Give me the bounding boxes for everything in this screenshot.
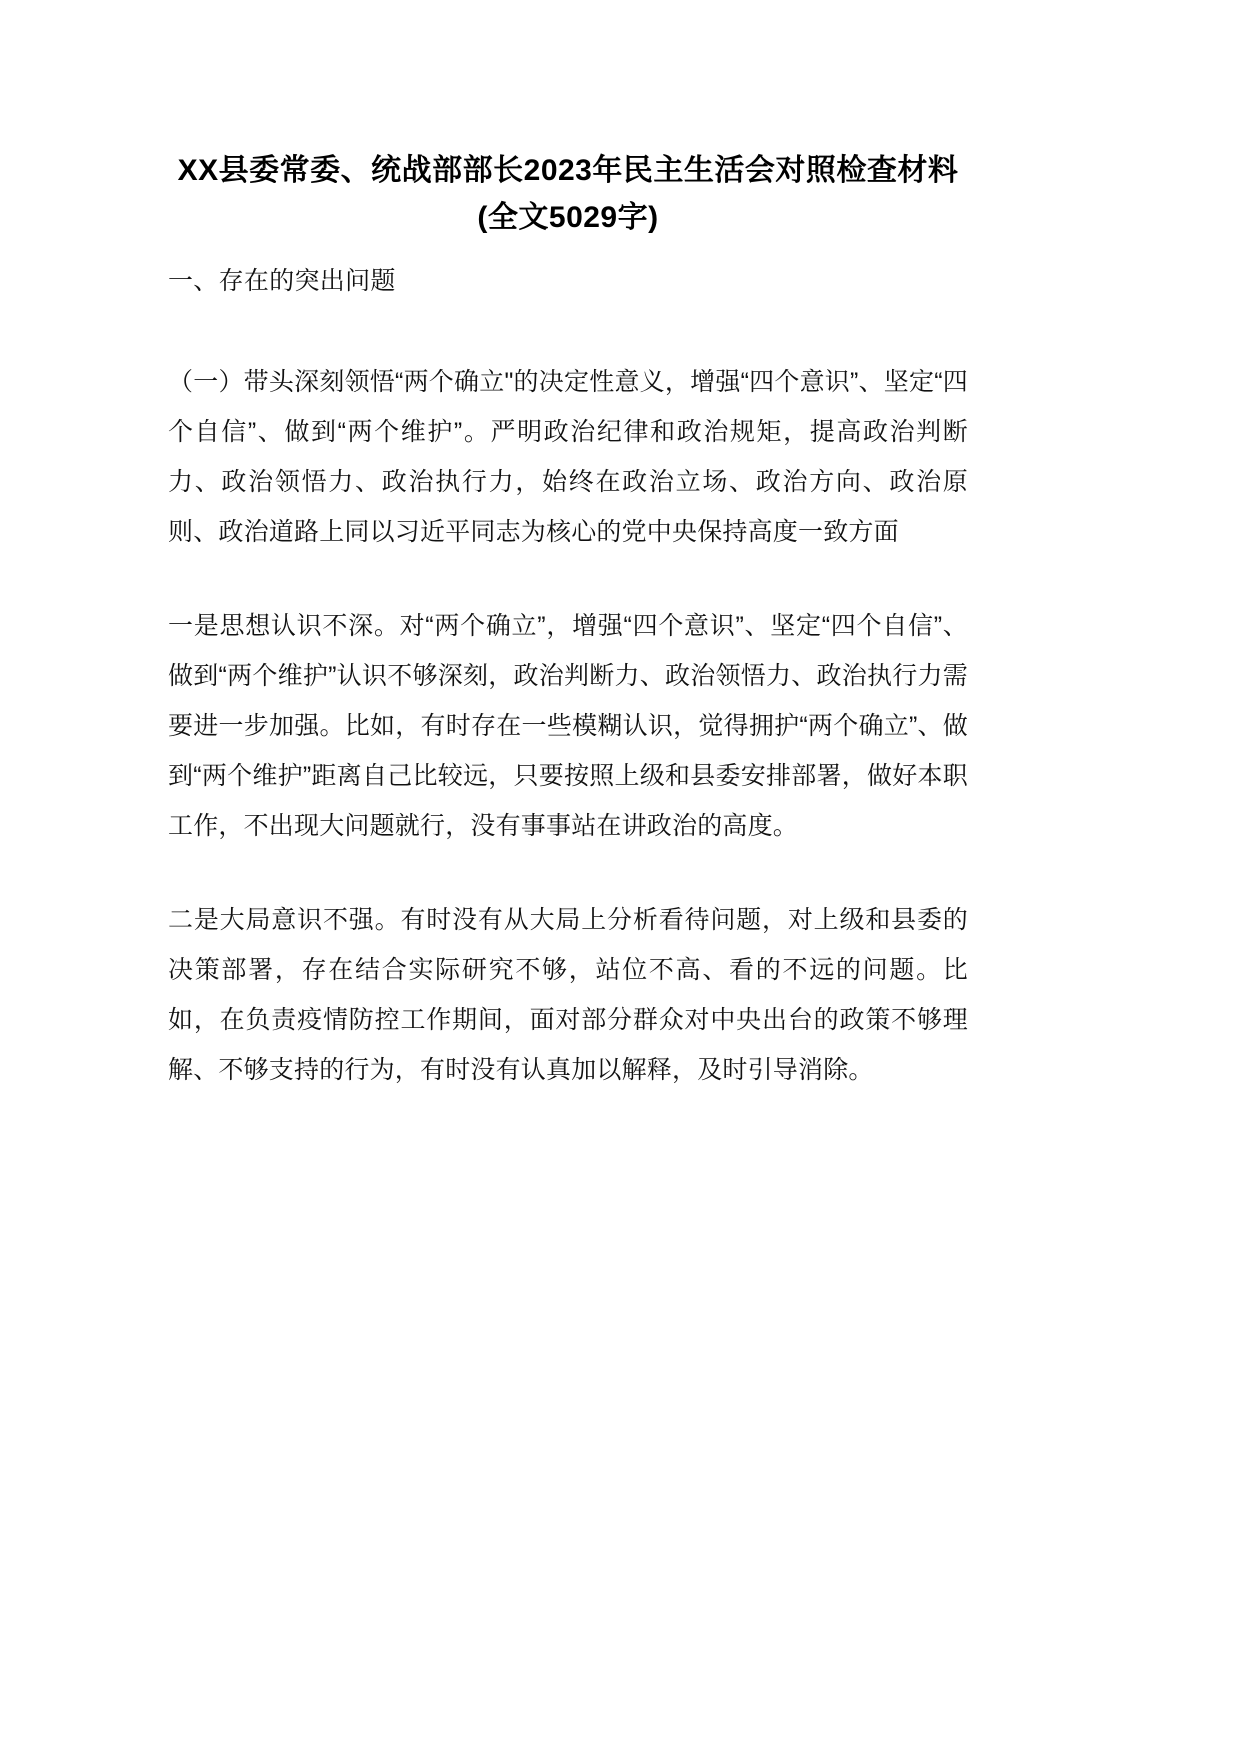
- section-heading: 一、存在的突出问题: [168, 267, 396, 295]
- paragraph-point-two: 二是大局意识不强。有时没有从大局上分析看待问题，对上级和县委的决策部署，存在结合实际研究不够，站位不高、看的不远的问题。比如，在负责疫情防控工作期间，面对部分群众对中央出台的政策不够理解、不够支持的行为，有时没有认真加以解释，及时引导消除。: [168, 905, 968, 1084]
- title-line-wordcount: (全文5029字): [477, 200, 659, 234]
- paragraph-subsection-1: （一）带头深刻领悟“两个确立"的决定性意义，增强“四个意识”、坚定“四个自信”、做到“两个维护”。严明政治纪律和政治规矩，提高政治判断力、政治领悟力、政治执行力，始终在政治立场、政治方向、政治原则、政治道路上同以习近平同志为核心的党中央保持高度一致方面: [168, 367, 968, 546]
- page-title: [168, 0, 968, 241]
- title-line-primary: XX县委常委、统战部部长2023年民主生活会对照检查材料: [177, 154, 959, 187]
- document-content: [168, 0, 968, 1095]
- paragraph-point-one: 一是思想认识不深。对“两个确立”，增强“四个意识”、坚定“四个自信”、做到“两个维护”认识不够深刻，政治判断力、政治领悟力、政治执行力需要进一步加强。比如，有时存在一些模糊认识，觉得拥护“两个确立”、做到“两个维护”距离自己比较远，只要按照上级和县委安排部署，做好本职工作，不出现大问题就行，没有事事站在讲政治的高度。: [168, 611, 968, 840]
